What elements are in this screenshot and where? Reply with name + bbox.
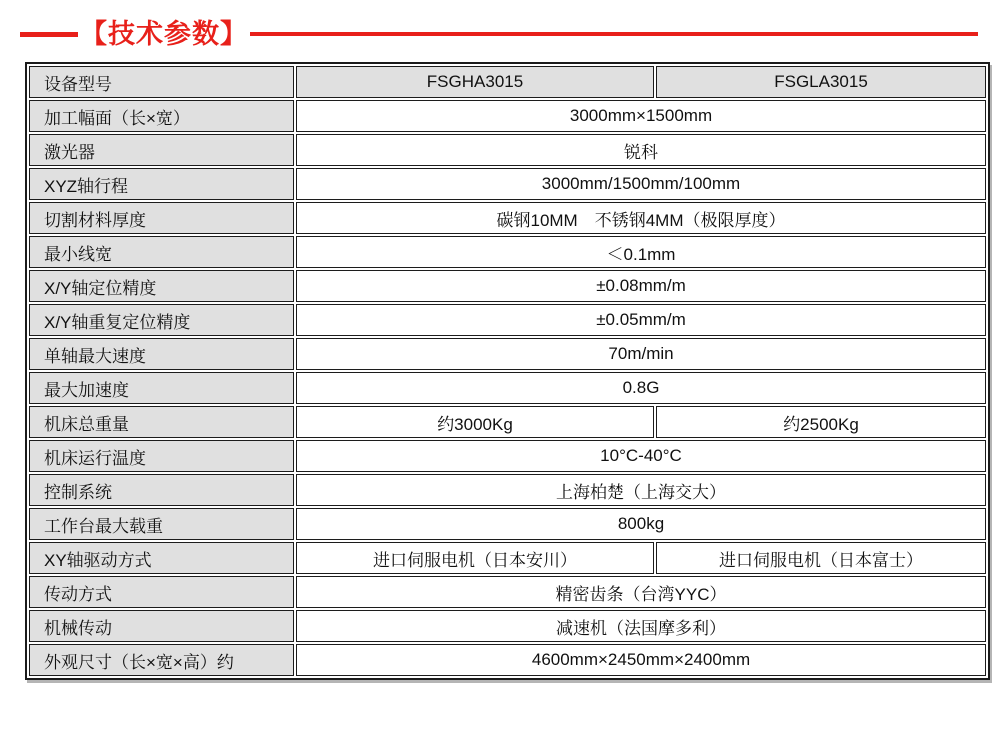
table-row: [29, 338, 986, 370]
param-value-cell: 0.8G: [296, 372, 986, 404]
param-label-cell: 机床运行温度: [29, 440, 294, 472]
param-label-cell: 最大加速度: [29, 372, 294, 404]
param-label-cell: 外观尺寸（长×宽×高）约: [29, 644, 294, 676]
table-row: [29, 372, 986, 404]
param-value-cell: 800kg: [296, 508, 986, 540]
param-label-cell: 最小线宽: [29, 236, 294, 268]
table-row: [29, 474, 986, 506]
param-value-cell: 碳钢10MM 不锈钢4MM（极限厚度）: [296, 202, 986, 234]
page-title: 【技术参数】: [80, 19, 248, 49]
param-label-cell: 传动方式: [29, 576, 294, 608]
param-label-cell: 机械传动: [29, 610, 294, 642]
table-row: [29, 304, 986, 336]
param-label-cell: 激光器: [29, 134, 294, 166]
param-value-cell: 70m/min: [296, 338, 986, 370]
param-value-cell: 3000mm/1500mm/100mm: [296, 168, 986, 200]
param-value-cell: 上海柏楚（上海交大）: [296, 474, 986, 506]
param-label-cell: 设备型号: [29, 66, 294, 98]
param-label-cell: 切割材料厚度: [29, 202, 294, 234]
table-row: [29, 134, 986, 166]
param-value-cell: FSGHA3015: [296, 66, 654, 98]
table-row: [29, 508, 986, 540]
param-label-cell: 机床总重量: [29, 406, 294, 438]
param-value-cell: 减速机（法国摩多利）: [296, 610, 986, 642]
table-row: [29, 610, 986, 642]
param-value-cell: ±0.08mm/m: [296, 270, 986, 302]
param-label-cell: XY轴驱动方式: [29, 542, 294, 574]
param-value-cell: 4600mm×2450mm×2400mm: [296, 644, 986, 676]
tech-spec-table: [25, 62, 990, 680]
table-row: [29, 270, 986, 302]
table-row: [29, 644, 986, 676]
param-label-cell: 单轴最大速度: [29, 338, 294, 370]
table-row: [29, 168, 986, 200]
title-left-rule: [20, 32, 78, 37]
param-label-cell: 加工幅面（长×宽）: [29, 100, 294, 132]
tech-spec-table-body: [29, 66, 986, 676]
title-right-rule: [250, 32, 978, 36]
param-value-cell: 约2500Kg: [656, 406, 986, 438]
table-row: [29, 576, 986, 608]
param-value-cell: 3000mm×1500mm: [296, 100, 986, 132]
table-row: [29, 100, 986, 132]
table-row: [29, 542, 986, 574]
table-row: [29, 406, 986, 438]
param-value-cell: ＜0.1mm: [296, 236, 986, 268]
param-value-cell: 进口伺服电机（日本富士）: [656, 542, 986, 574]
param-label-cell: XYZ轴行程: [29, 168, 294, 200]
param-value-cell: ±0.05mm/m: [296, 304, 986, 336]
param-value-cell: 约3000Kg: [296, 406, 654, 438]
param-value-cell: FSGLA3015: [656, 66, 986, 98]
param-label-cell: 工作台最大载重: [29, 508, 294, 540]
title-band: [20, 18, 978, 50]
table-row: [29, 202, 986, 234]
table-row: [29, 66, 986, 98]
param-value-cell: 进口伺服电机（日本安川）: [296, 542, 654, 574]
table-row: [29, 440, 986, 472]
param-label-cell: X/Y轴重复定位精度: [29, 304, 294, 336]
param-value-cell: 精密齿条（台湾YYC）: [296, 576, 986, 608]
param-label-cell: X/Y轴定位精度: [29, 270, 294, 302]
param-value-cell: 锐科: [296, 134, 986, 166]
param-value-cell: 10°C-40°C: [296, 440, 986, 472]
table-row: [29, 236, 986, 268]
param-label-cell: 控制系统: [29, 474, 294, 506]
